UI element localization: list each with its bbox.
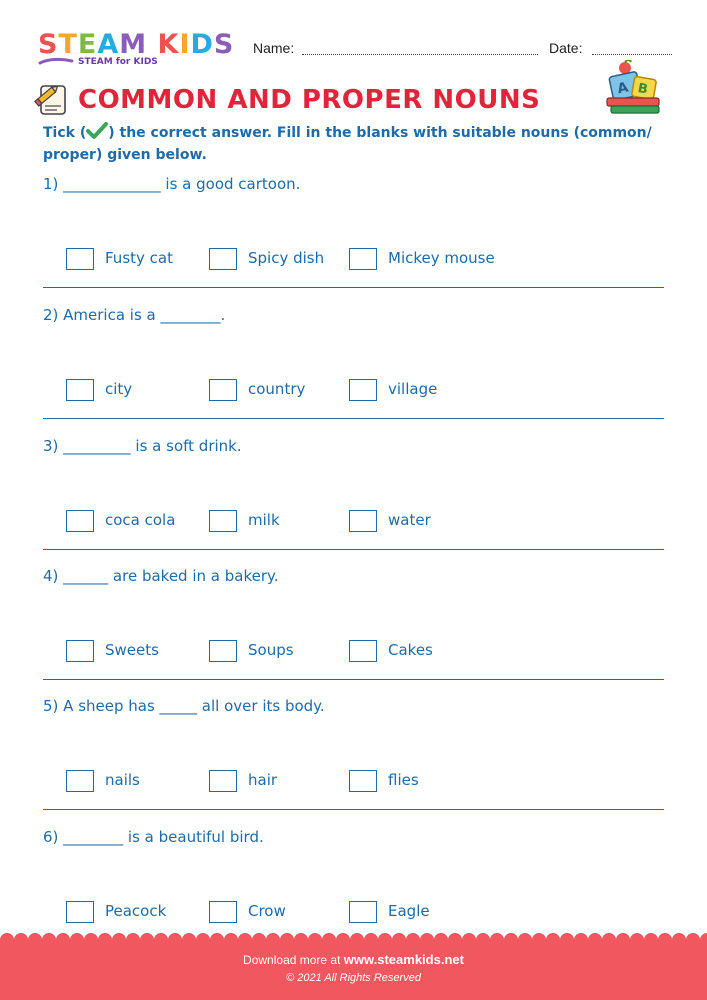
answer-checkbox[interactable] [66, 248, 94, 270]
question-divider [43, 679, 664, 680]
answer-checkbox[interactable] [66, 770, 94, 792]
answer-label: hair [248, 771, 278, 789]
answer-label: milk [248, 511, 280, 529]
answer-checkbox[interactable] [209, 510, 237, 532]
question-divider [43, 418, 664, 419]
answer-checkbox[interactable] [66, 510, 94, 532]
date-label: Date: [549, 40, 583, 56]
footer [0, 940, 707, 1000]
answer-label: Eagle [388, 902, 430, 920]
question-divider [43, 287, 664, 288]
abc-books-icon [603, 60, 665, 116]
steam-kids-logo [38, 31, 238, 71]
download-text: Download more at [243, 953, 341, 967]
footer-scallop [0, 933, 707, 947]
logo-letter: M [119, 29, 148, 60]
worksheet-title: COMMON AND PROPER NOUNS [78, 85, 541, 115]
question-text: 4) ______ are baked in a bakery. [43, 567, 279, 585]
answer-label: Cakes [388, 641, 433, 659]
answer-label: flies [388, 771, 419, 789]
answer-label: coca cola [105, 511, 176, 529]
logo-letter: D [190, 29, 214, 60]
answer-checkbox[interactable] [209, 901, 237, 923]
svg-text:A: A [615, 79, 630, 98]
question-text: 6) ________ is a beautiful bird. [43, 828, 264, 846]
answer-checkbox[interactable] [66, 901, 94, 923]
answer-checkbox[interactable] [349, 640, 377, 662]
logo-swoosh-icon [38, 55, 74, 69]
answer-checkbox[interactable] [349, 248, 377, 270]
check-mark-icon [86, 122, 108, 140]
question-text: 3) _________ is a soft drink. [43, 437, 242, 455]
logo-letter: T [58, 29, 78, 60]
answer-label: Sweets [105, 641, 159, 659]
question-divider [43, 809, 664, 810]
instructions-prefix: Tick ( [43, 125, 87, 141]
date-field[interactable] [592, 54, 672, 55]
logo-letter: K [157, 29, 180, 60]
answer-label: Spicy dish [248, 249, 325, 267]
answer-label: Crow [248, 902, 286, 920]
website-link[interactable]: www.steamkids.net [343, 952, 464, 967]
answer-checkbox[interactable] [209, 770, 237, 792]
answer-checkbox[interactable] [66, 640, 94, 662]
question-divider [43, 549, 664, 550]
answer-checkbox[interactable] [349, 379, 377, 401]
answer-checkbox[interactable] [209, 379, 237, 401]
answer-checkbox[interactable] [209, 640, 237, 662]
footer-download [0, 952, 707, 967]
worksheet-header [0, 0, 707, 80]
copyright: © 2021 All Rights Reserved [286, 972, 421, 984]
logo-subtitle: STEAM for KIDS [78, 57, 158, 67]
question-text: 1) _____________ is a good cartoon. [43, 175, 301, 193]
logo-letter: E [77, 29, 98, 60]
name-field[interactable] [302, 54, 538, 55]
logo-letter: S [38, 29, 59, 60]
answer-label: Fusty cat [105, 249, 173, 267]
pencil-paper-icon [34, 82, 70, 118]
answer-checkbox[interactable] [66, 379, 94, 401]
logo-letter: S [213, 29, 235, 60]
answer-checkbox[interactable] [349, 901, 377, 923]
answer-label: water [388, 511, 431, 529]
answer-label: Mickey mouse [388, 249, 495, 267]
answer-checkbox[interactable] [209, 248, 237, 270]
instructions-suffix: ) the correct answer. Fill in the blanks with suitable nouns (common/ proper) given below. [43, 125, 652, 163]
question-text: 2) America is a ________. [43, 306, 226, 324]
logo-letter [147, 31, 157, 59]
answer-label: Peacock [105, 902, 167, 920]
instructions [43, 122, 663, 166]
name-label: Name: [253, 40, 295, 56]
answer-label: Soups [248, 641, 294, 659]
svg-text:B: B [636, 81, 649, 98]
answer-checkbox[interactable] [349, 770, 377, 792]
answer-label: country [248, 380, 306, 398]
answer-checkbox[interactable] [349, 510, 377, 532]
answer-label: village [388, 380, 438, 398]
answer-label: nails [105, 771, 140, 789]
answer-label: city [105, 380, 133, 398]
question-text: 5) A sheep has _____ all over its body. [43, 697, 325, 715]
logo-letter: A [97, 29, 120, 60]
logo-letter: I [179, 29, 191, 60]
